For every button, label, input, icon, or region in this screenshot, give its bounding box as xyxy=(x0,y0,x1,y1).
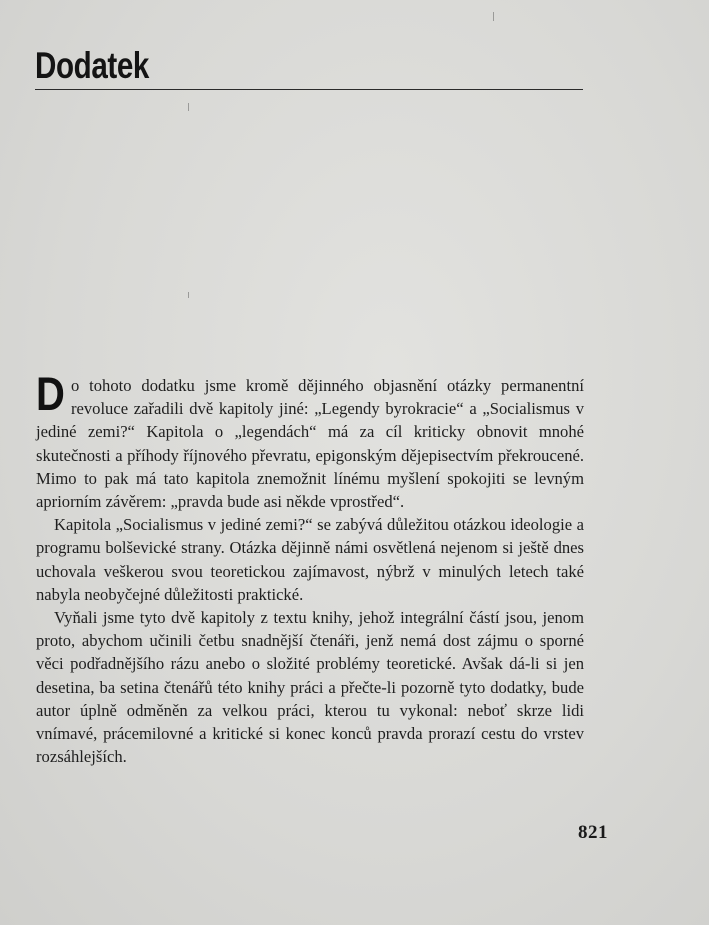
paragraph: Vyňali jsme tyto dvě kapitoly z textu knihy, jehož integrální částí jsou, jenom proto, abychom učinili četbu snadnější čtenáři, jenž nemá dost zájmu o sporné věci podřadnějšího rázu anebo o složité problémy teoretické. Avšak dá-li si jen desetina, ba setina čtenářů této knihy práci a přečte-li pozorně tyto dodatky, bude autor úplně odměněn za velkou práci, kterou tu vykonal: neboť skrze lidi vnímavé, prácemilovné a kritické si konec konců pravda prorazí cestu do vrstev rozsáhlejších. xyxy=(36,608,584,767)
scan-mark xyxy=(188,292,189,298)
title-divider xyxy=(35,89,583,90)
scan-mark xyxy=(493,12,494,21)
chapter-title: Dodatek xyxy=(35,45,149,86)
paragraph: Kapitola „Socialismus v jediné zemi?“ se zabývá důležitou otázkou ideologie a programu bolševické strany. Otázka dějinně námi osvětlená nejenom si ještě dnes uchovala veškerou svou teoretickou zajímavost, nýbrž v minulých letech také nabyla neobyčejné důležitosti praktické. xyxy=(36,515,584,604)
drop-cap: D xyxy=(36,367,65,420)
page-number: 821 xyxy=(578,822,608,843)
body-text xyxy=(36,367,584,768)
scan-mark xyxy=(188,103,189,111)
paragraph xyxy=(36,367,584,513)
paragraph-text: o tohoto dodatku jsme kromě dějinného objasnění otázky permanentní revoluce zařadili dvě kapitoly jiné: „Legendy byrokracie“ a „Socialismus v jediné zemi?“ Kapitola o „legendách“ má za cíl kriticky obnovit mnohé skutečnosti a příhody říjnového převratu, epigonským dějepisectvím překroucené. Mimo to pak má tato kapitola znemožnit línému myšlení spokojiti se levným apriorním závěrem: „pravda bude asi někde vprostřed“. xyxy=(36,376,584,512)
